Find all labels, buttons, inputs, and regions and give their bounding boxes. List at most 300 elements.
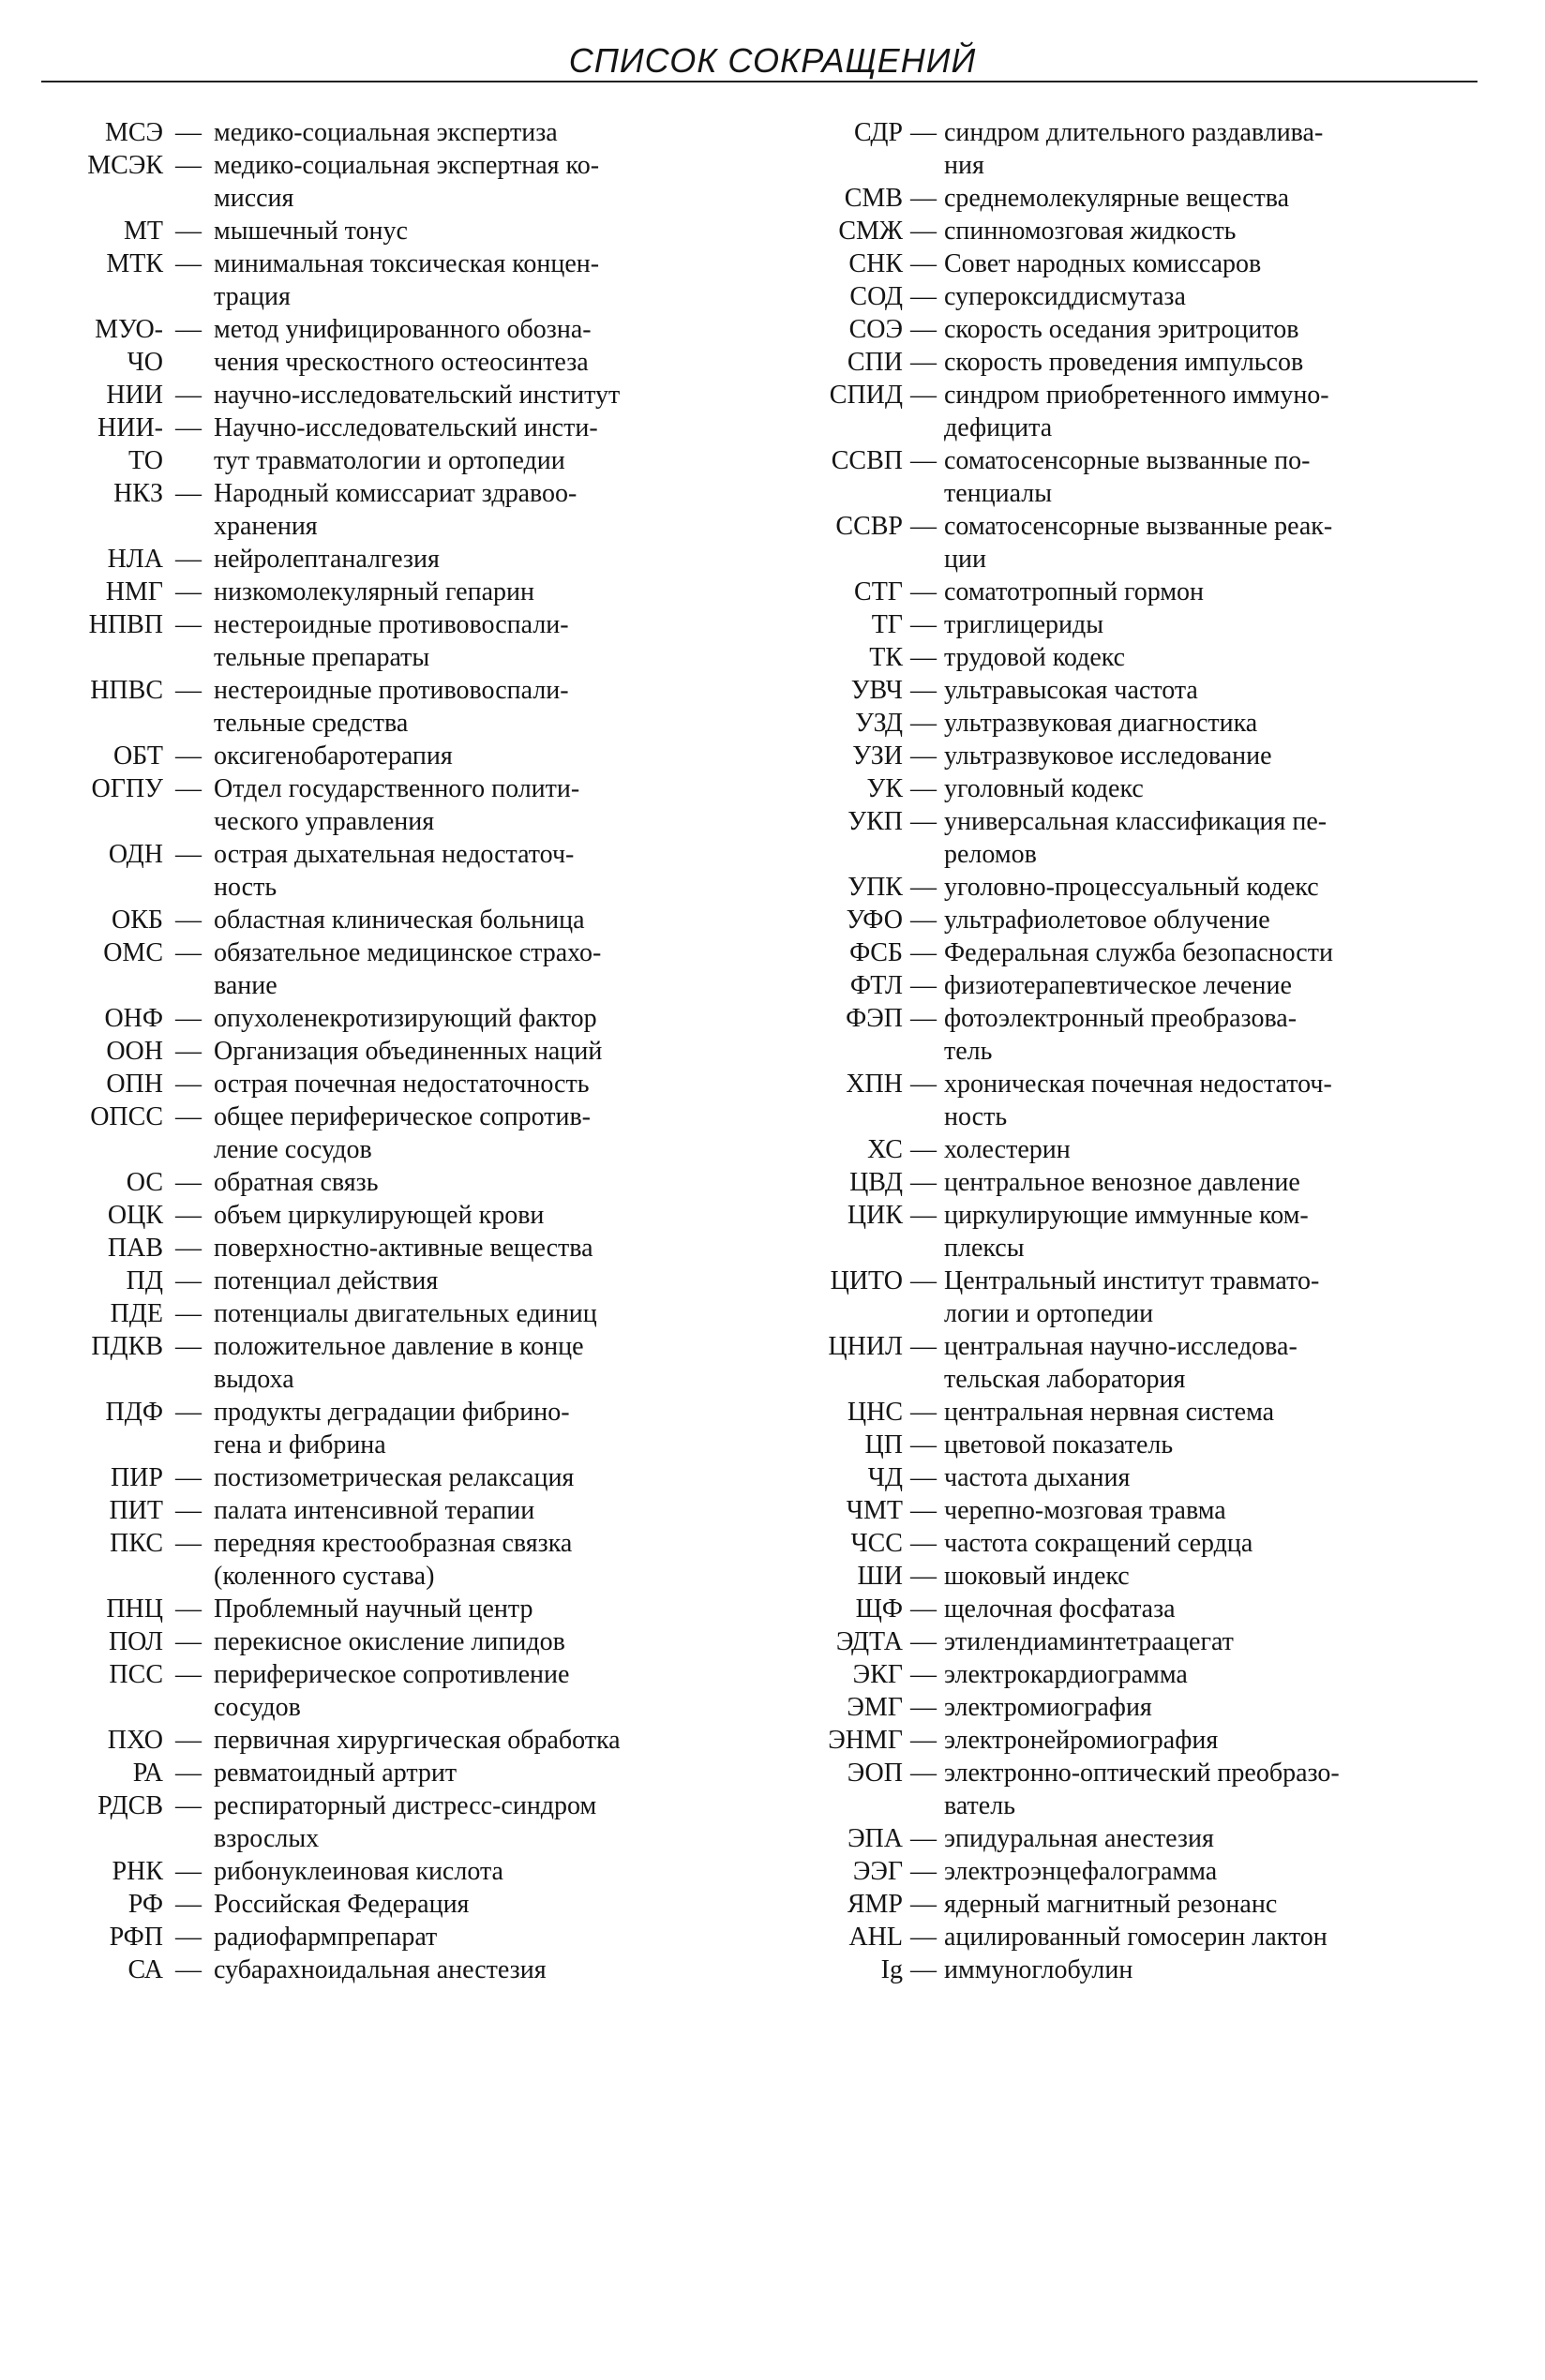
- abbreviation-entry: [773, 1724, 1481, 1757]
- abbreviation-definition: обязательное медицинское страхо- вание: [214, 938, 602, 1000]
- abbreviation-definition: шоковый индекс: [944, 1562, 1130, 1591]
- dash-separator: —: [910, 807, 937, 836]
- abbreviation-entry: [773, 641, 1481, 674]
- dash-separator: —: [175, 1234, 202, 1263]
- abbreviation-term: ОМС: [103, 938, 163, 967]
- dash-separator: —: [175, 217, 202, 246]
- abbreviation-definition: субарахноидальная анестезия: [214, 1955, 547, 1984]
- dash-separator: —: [910, 381, 937, 410]
- dash-separator: —: [910, 938, 937, 967]
- abbreviation-term: СПИД: [829, 381, 903, 410]
- abbreviation-term: ОНФ: [104, 1004, 163, 1033]
- dash-separator: —: [910, 1824, 937, 1853]
- abbreviation-entry: [38, 1265, 731, 1297]
- dash-separator: —: [175, 151, 202, 180]
- abbreviation-entry: [38, 608, 731, 674]
- abbreviation-term: ЦИТО: [830, 1266, 903, 1295]
- abbreviation-definition: Народный комиссариат здравоо- хранения: [214, 479, 578, 541]
- abbreviation-definition: медико-социальная экспертная ко- миссия: [214, 151, 600, 213]
- abbreviation-entry: [38, 116, 731, 149]
- abbreviation-term: ХПН: [846, 1070, 903, 1099]
- dash-separator: —: [175, 1398, 202, 1427]
- abbreviation-entry: [773, 346, 1481, 379]
- abbreviation-entry: [773, 1002, 1481, 1068]
- abbreviation-term: РА: [132, 1759, 163, 1788]
- abbreviation-definition: Проблемный научный центр: [214, 1594, 533, 1624]
- dash-separator: —: [175, 577, 202, 606]
- dash-separator: —: [175, 1037, 202, 1066]
- abbreviation-entry: [38, 1855, 731, 1888]
- abbreviation-definition: обратная связь: [214, 1168, 379, 1197]
- abbreviation-definition: нестероидные противовоспали- тельные средства: [214, 676, 569, 738]
- abbreviation-entry: [38, 1921, 731, 1953]
- abbreviation-definition: синдром приобретенного иммуно- дефицита: [944, 381, 1329, 442]
- dash-separator: —: [910, 348, 937, 377]
- abbreviation-term: Ig: [880, 1955, 903, 1984]
- abbreviation-entry: [773, 1658, 1481, 1691]
- dash-separator: —: [175, 1332, 202, 1361]
- dash-separator: —: [175, 1726, 202, 1755]
- abbreviation-entry: [773, 1199, 1481, 1265]
- abbreviation-definition: черепно-мозговая травма: [944, 1496, 1226, 1525]
- dash-separator: —: [910, 971, 937, 1000]
- abbreviation-entry: [773, 1691, 1481, 1724]
- dash-separator: —: [175, 1627, 202, 1656]
- dash-separator: —: [910, 1693, 937, 1722]
- abbreviation-term: МУО- ЧО: [95, 315, 163, 377]
- abbreviation-term: ПИР: [110, 1463, 163, 1492]
- abbreviation-term: ОС: [126, 1168, 163, 1197]
- dash-separator: —: [175, 1168, 202, 1197]
- abbreviation-term: ПАВ: [107, 1234, 163, 1263]
- abbreviation-entry: [38, 1757, 731, 1789]
- abbreviation-definition: ультрафиолетовое облучение: [944, 906, 1270, 935]
- abbreviation-term: ЦИК: [847, 1201, 903, 1230]
- dash-separator: —: [175, 676, 202, 705]
- abbreviation-term: НПВС: [90, 676, 163, 705]
- dash-separator: —: [910, 249, 937, 278]
- abbreviation-term: ПОЛ: [108, 1627, 163, 1656]
- abbreviation-definition: респираторный дистресс-синдром взрослых: [214, 1791, 597, 1853]
- dash-separator: —: [910, 1398, 937, 1427]
- abbreviation-entry: [773, 936, 1481, 969]
- abbreviation-term: СПИ: [847, 348, 903, 377]
- abbreviation-definition: поверхностно-активные вещества: [214, 1234, 593, 1263]
- abbreviation-entry: [773, 1757, 1481, 1822]
- abbreviation-term: УКП: [848, 807, 903, 836]
- dash-separator: —: [175, 1594, 202, 1624]
- abbreviation-definition: Организация объединенных наций: [214, 1037, 603, 1066]
- abbreviation-entry: [773, 247, 1481, 280]
- dash-separator: —: [175, 413, 202, 442]
- dash-separator: —: [910, 1627, 937, 1656]
- page-title: СПИСОК СОКРАЩЕНИЙ: [568, 41, 977, 80]
- abbreviation-definition: Центральный институт травмато- логии и ортопедии: [944, 1266, 1320, 1328]
- abbreviation-definition: трудовой кодекс: [944, 643, 1126, 672]
- dash-separator: —: [175, 1857, 202, 1886]
- dash-separator: —: [175, 315, 202, 344]
- dash-separator: —: [910, 1923, 937, 1952]
- abbreviation-entry: [773, 182, 1481, 215]
- abbreviation-definition: низкомолекулярный гепарин: [214, 577, 534, 606]
- dash-separator: —: [175, 545, 202, 574]
- abbreviation-term: ООН: [106, 1037, 163, 1066]
- abbreviation-entry: [773, 1396, 1481, 1429]
- abbreviation-definition: хроническая почечная недостаточ- ность: [944, 1070, 1332, 1131]
- dash-separator: —: [175, 1890, 202, 1919]
- dash-separator: —: [910, 1070, 937, 1099]
- abbreviation-entry: [773, 871, 1481, 904]
- abbreviation-term: ЭПА: [848, 1824, 903, 1853]
- abbreviation-entry: [38, 1593, 731, 1625]
- dash-separator: —: [175, 1529, 202, 1558]
- dash-separator: —: [175, 610, 202, 639]
- abbreviation-entry: [38, 1494, 731, 1527]
- abbreviation-term: ПСС: [109, 1660, 163, 1689]
- abbreviation-entry: [38, 740, 731, 772]
- dash-separator: —: [175, 1463, 202, 1492]
- abbreviation-definition: палата интенсивной терапии: [214, 1496, 535, 1525]
- dash-separator: —: [910, 906, 937, 935]
- abbreviation-entry: [38, 1199, 731, 1232]
- abbreviation-entry: [773, 1855, 1481, 1888]
- abbreviation-entry: [773, 1494, 1481, 1527]
- abbreviation-definition: ревматоидный артрит: [214, 1759, 458, 1788]
- dash-separator: —: [910, 512, 937, 541]
- abbreviation-definition: оксигенобаротерапия: [214, 741, 453, 771]
- abbreviation-definition: соматосенсорные вызванные реак- ции: [944, 512, 1333, 574]
- abbreviation-entry: [773, 576, 1481, 608]
- abbreviation-entry: [38, 1789, 731, 1855]
- dash-separator: —: [910, 774, 937, 803]
- abbreviation-term: МСЭК: [87, 151, 163, 180]
- abbreviation-entry: [38, 674, 731, 740]
- abbreviation-term: НМГ: [105, 577, 163, 606]
- abbreviation-definition: электроэнцефалограмма: [944, 1857, 1218, 1886]
- abbreviation-definition: Совет народных комиссаров: [944, 249, 1262, 278]
- abbreviation-entry: [38, 543, 731, 576]
- abbreviation-entry: [773, 379, 1481, 444]
- abbreviation-term: МСЭ: [104, 118, 163, 147]
- header-rule: [41, 81, 1478, 82]
- dash-separator: —: [175, 1955, 202, 1984]
- dash-separator: —: [910, 118, 937, 147]
- abbreviation-term: УВЧ: [850, 676, 903, 705]
- abbreviation-definition: электронно-оптический преобразо- ватель: [944, 1759, 1340, 1820]
- abbreviation-entry: [773, 1625, 1481, 1658]
- abbreviation-entry: [773, 707, 1481, 740]
- abbreviation-definition: потенциал действия: [214, 1266, 439, 1295]
- abbreviation-term: ПДФ: [105, 1398, 163, 1427]
- abbreviation-definition: Отдел государственного полити- ческого управления: [214, 774, 580, 836]
- abbreviation-entry: [38, 149, 731, 215]
- abbreviation-term: ФСБ: [849, 938, 903, 967]
- abbreviation-entry: [38, 379, 731, 412]
- abbreviation-term: ФТЛ: [849, 971, 903, 1000]
- abbreviation-definition: триглицериды: [944, 610, 1104, 639]
- abbreviation-definition: областная клиническая больница: [214, 906, 585, 935]
- dash-separator: —: [910, 315, 937, 344]
- abbreviation-term: ПКС: [110, 1529, 163, 1558]
- dash-separator: —: [910, 1726, 937, 1755]
- abbreviation-entry: [773, 1429, 1481, 1461]
- abbreviation-entry: [38, 1396, 731, 1461]
- dash-separator: —: [910, 1135, 937, 1164]
- abbreviation-entry: [773, 1953, 1481, 1986]
- dash-separator: —: [910, 709, 937, 738]
- abbreviation-term: ЯМР: [847, 1890, 903, 1919]
- abbreviation-definition: электромиография: [944, 1693, 1152, 1722]
- dash-separator: —: [910, 610, 937, 639]
- abbreviation-term: МТ: [124, 217, 163, 246]
- dash-separator: —: [175, 1102, 202, 1131]
- abbreviation-definition: острая почечная недостаточность: [214, 1070, 590, 1099]
- abbreviation-term: РФП: [109, 1923, 163, 1952]
- dash-separator: —: [175, 741, 202, 771]
- abbreviation-definition: скорость проведения импульсов: [944, 348, 1304, 377]
- dash-separator: —: [175, 1266, 202, 1295]
- abbreviation-term: УФО: [846, 906, 903, 935]
- abbreviation-term: РДСВ: [98, 1791, 163, 1820]
- abbreviation-entry: [38, 1100, 731, 1166]
- dash-separator: —: [910, 184, 937, 213]
- abbreviation-entry: [38, 838, 731, 904]
- abbreviation-entry: [773, 1527, 1481, 1560]
- abbreviation-definition: нейролептаналгезия: [214, 545, 440, 574]
- dash-separator: —: [175, 1004, 202, 1033]
- abbreviation-term: ЧМТ: [846, 1496, 903, 1525]
- abbreviation-entry: [773, 1593, 1481, 1625]
- dash-separator: —: [910, 1004, 937, 1033]
- abbreviation-term: ТГ: [871, 610, 903, 639]
- abbreviation-term: ПХО: [107, 1726, 163, 1755]
- abbreviation-entry: [773, 805, 1481, 871]
- abbreviation-definition: первичная хирургическая обработка: [214, 1726, 621, 1755]
- abbreviation-definition: синдром длительного раздавлива- ния: [944, 118, 1324, 180]
- abbreviation-entry: [38, 772, 731, 838]
- abbreviation-definition: опухоленекротизирующий фактор: [214, 1004, 597, 1033]
- dash-separator: —: [910, 1496, 937, 1525]
- abbreviation-term: СНК: [848, 249, 903, 278]
- abbreviation-term: ЭКГ: [852, 1660, 903, 1689]
- abbreviation-entry: [38, 1625, 731, 1658]
- abbreviation-definition: супероксиддисмутаза: [944, 282, 1186, 311]
- abbreviation-definition: частота дыхания: [944, 1463, 1131, 1492]
- abbreviation-term: ЭНМГ: [828, 1726, 903, 1755]
- dash-separator: —: [175, 1923, 202, 1952]
- abbreviation-entry: [773, 313, 1481, 346]
- abbreviation-term: СОЭ: [848, 315, 903, 344]
- abbreviation-definition: уголовно-процессуальный кодекс: [944, 873, 1319, 902]
- abbreviation-entry: [773, 740, 1481, 772]
- dash-separator: —: [910, 282, 937, 311]
- abbreviation-definition: универсальная классификация пе- реломов: [944, 807, 1328, 869]
- abbreviation-definition: острая дыхательная недостаточ- ность: [214, 840, 575, 902]
- abbreviation-definition: ультравысокая частота: [944, 676, 1198, 705]
- dash-separator: —: [910, 1266, 937, 1295]
- abbreviation-entry: [38, 1002, 731, 1035]
- abbreviation-term: ОГПУ: [91, 774, 163, 803]
- dash-separator: —: [175, 1791, 202, 1820]
- abbreviation-definition: продукты деградации фибрино- гена и фибрина: [214, 1398, 570, 1459]
- dash-separator: —: [175, 774, 202, 803]
- abbreviation-entry: [38, 1166, 731, 1199]
- dash-separator: —: [175, 840, 202, 869]
- abbreviation-term: AHL: [848, 1923, 903, 1952]
- abbreviation-entry: [38, 1068, 731, 1100]
- abbreviation-term: ОДН: [108, 840, 163, 869]
- abbreviation-definition: нестероидные противовоспали- тельные препараты: [214, 610, 569, 672]
- abbreviation-term: ПИТ: [109, 1496, 163, 1525]
- abbreviation-definition: среднемолекулярные вещества: [944, 184, 1290, 213]
- abbreviation-term: ПД: [126, 1266, 163, 1295]
- abbreviation-definition: положительное давление в конце выдоха: [214, 1332, 584, 1394]
- dash-separator: —: [175, 249, 202, 278]
- abbreviation-entry: [38, 1658, 731, 1724]
- abbreviation-term: ОПН: [106, 1070, 163, 1099]
- dash-separator: —: [175, 118, 202, 147]
- abbreviation-term: ЦНИЛ: [828, 1332, 903, 1361]
- abbreviation-definition: центральное венозное давление: [944, 1168, 1300, 1197]
- abbreviation-definition: передняя крестообразная связка (коленного сустава): [214, 1529, 573, 1591]
- abbreviation-term: ФЭП: [846, 1004, 903, 1033]
- abbreviation-entry: [38, 477, 731, 543]
- dash-separator: —: [910, 1594, 937, 1624]
- abbreviation-term: ЦВД: [849, 1168, 903, 1197]
- dash-separator: —: [175, 1201, 202, 1230]
- dash-separator: —: [175, 1496, 202, 1525]
- abbreviation-definition: потенциалы двигательных единиц: [214, 1299, 597, 1328]
- abbreviation-term: ПДЕ: [110, 1299, 163, 1328]
- dash-separator: —: [910, 741, 937, 771]
- abbreviation-term: ЩФ: [855, 1594, 903, 1624]
- abbreviation-entry: [773, 674, 1481, 707]
- abbreviation-definition: объем циркулирующей крови: [214, 1201, 545, 1230]
- abbreviation-term: СТГ: [854, 577, 903, 606]
- abbreviation-term: ХС: [867, 1135, 903, 1164]
- abbreviation-definition: циркулирующие иммунные ком- плексы: [944, 1201, 1309, 1263]
- abbreviation-entry: [773, 608, 1481, 641]
- dash-separator: —: [910, 217, 937, 246]
- abbreviation-definition: частота сокращений сердца: [944, 1529, 1253, 1558]
- abbreviation-term: ЭДТА: [835, 1627, 903, 1656]
- dash-separator: —: [910, 1890, 937, 1919]
- dash-separator: —: [175, 938, 202, 967]
- abbreviation-entry: [773, 444, 1481, 510]
- abbreviation-entry: [773, 1461, 1481, 1494]
- abbreviation-entry: [773, 1822, 1481, 1855]
- abbreviation-entry: [773, 280, 1481, 313]
- abbreviation-term: НЛА: [107, 545, 163, 574]
- dash-separator: —: [910, 873, 937, 902]
- abbreviation-entry: [38, 1035, 731, 1068]
- abbreviation-term: ОПСС: [90, 1102, 163, 1131]
- abbreviation-definition: научно-исследовательский институт: [214, 381, 621, 410]
- abbreviation-term: НКЗ: [113, 479, 163, 508]
- dash-separator: —: [910, 446, 937, 475]
- abbreviation-definition: мышечный тонус: [214, 217, 408, 246]
- abbreviation-entry: [773, 1166, 1481, 1199]
- abbreviation-definition: этилендиаминтетраацегат: [944, 1627, 1234, 1656]
- abbreviation-term: ЭМГ: [847, 1693, 903, 1722]
- abbreviation-definition: ультразвуковое исследование: [944, 741, 1272, 771]
- abbreviation-definition: соматосенсорные вызванные по- тенциалы: [944, 446, 1311, 508]
- abbreviation-definition: щелочная фосфатаза: [944, 1594, 1176, 1624]
- abbreviation-entry: [38, 1527, 731, 1593]
- abbreviation-definition: иммуноглобулин: [944, 1955, 1133, 1984]
- abbreviation-entry: [38, 936, 731, 1002]
- abbreviation-definition: Федеральная служба безопасности: [944, 938, 1333, 967]
- abbreviation-definition: электрокардиограмма: [944, 1660, 1188, 1689]
- dash-separator: —: [175, 479, 202, 508]
- abbreviation-term: ЧД: [867, 1463, 903, 1492]
- abbreviation-definition: соматотропный гормон: [944, 577, 1205, 606]
- abbreviation-definition: ацилированный гомосерин лактон: [944, 1923, 1328, 1952]
- abbreviation-definition: эпидуральная анестезия: [944, 1824, 1214, 1853]
- left-column: [38, 116, 731, 1986]
- abbreviation-entry: [38, 904, 731, 936]
- abbreviation-term: НПВП: [88, 610, 163, 639]
- dash-separator: —: [175, 1759, 202, 1788]
- abbreviation-entry: [773, 1888, 1481, 1921]
- abbreviation-entry: [773, 1265, 1481, 1330]
- abbreviation-entry: [38, 1297, 731, 1330]
- abbreviation-term: СДР: [854, 118, 903, 147]
- abbreviation-term: ЭОП: [847, 1759, 903, 1788]
- abbreviation-term: СМЖ: [838, 217, 903, 246]
- dash-separator: —: [910, 643, 937, 672]
- abbreviation-entry: [38, 247, 731, 313]
- abbreviation-term: ЦП: [864, 1430, 903, 1459]
- abbreviation-term: ССВР: [835, 512, 903, 541]
- abbreviation-entry: [38, 576, 731, 608]
- dash-separator: —: [910, 1332, 937, 1361]
- abbreviation-term: ССВП: [831, 446, 903, 475]
- abbreviation-term: ЦНС: [847, 1398, 903, 1427]
- abbreviation-entry: [773, 1133, 1481, 1166]
- abbreviation-term: СМВ: [844, 184, 903, 213]
- abbreviation-entry: [773, 904, 1481, 936]
- abbreviation-definition: Российская Федерация: [214, 1890, 470, 1919]
- abbreviation-term: ПДКВ: [91, 1332, 163, 1361]
- abbreviation-entry: [773, 1921, 1481, 1953]
- abbreviation-entry: [773, 1068, 1481, 1133]
- abbreviation-term: ЭЭГ: [852, 1857, 903, 1886]
- dash-separator: —: [175, 906, 202, 935]
- abbreviation-entry: [38, 1232, 731, 1265]
- abbreviation-definition: холестерин: [944, 1135, 1071, 1164]
- abbreviation-entry: [38, 1953, 731, 1986]
- abbreviation-definition: перекисное окисление липидов: [214, 1627, 565, 1656]
- abbreviation-definition: скорость оседания эритроцитов: [944, 315, 1299, 344]
- abbreviation-definition: Научно-исследовательский инсти- тут травматологии и ортопедии: [214, 413, 598, 475]
- abbreviation-term: НИИ- ТО: [98, 413, 163, 475]
- dash-separator: —: [910, 1660, 937, 1689]
- abbreviation-entry: [773, 510, 1481, 576]
- abbreviation-definition: радиофармпрепарат: [214, 1923, 438, 1952]
- abbreviation-definition: электронейромиография: [944, 1726, 1219, 1755]
- abbreviation-entry: [773, 1330, 1481, 1396]
- abbreviation-entry: [773, 969, 1481, 1002]
- abbreviation-definition: ядерный магнитный резонанс: [944, 1890, 1278, 1919]
- abbreviation-entry: [38, 1888, 731, 1921]
- abbreviation-entry: [773, 116, 1481, 182]
- dash-separator: —: [175, 1660, 202, 1689]
- abbreviation-definition: общее периферическое сопротив- ление сосудов: [214, 1102, 592, 1164]
- abbreviation-term: ОЦК: [107, 1201, 163, 1230]
- abbreviation-definition: центральная нервная система: [944, 1398, 1275, 1427]
- abbreviation-definition: рибонуклеиновая кислота: [214, 1857, 503, 1886]
